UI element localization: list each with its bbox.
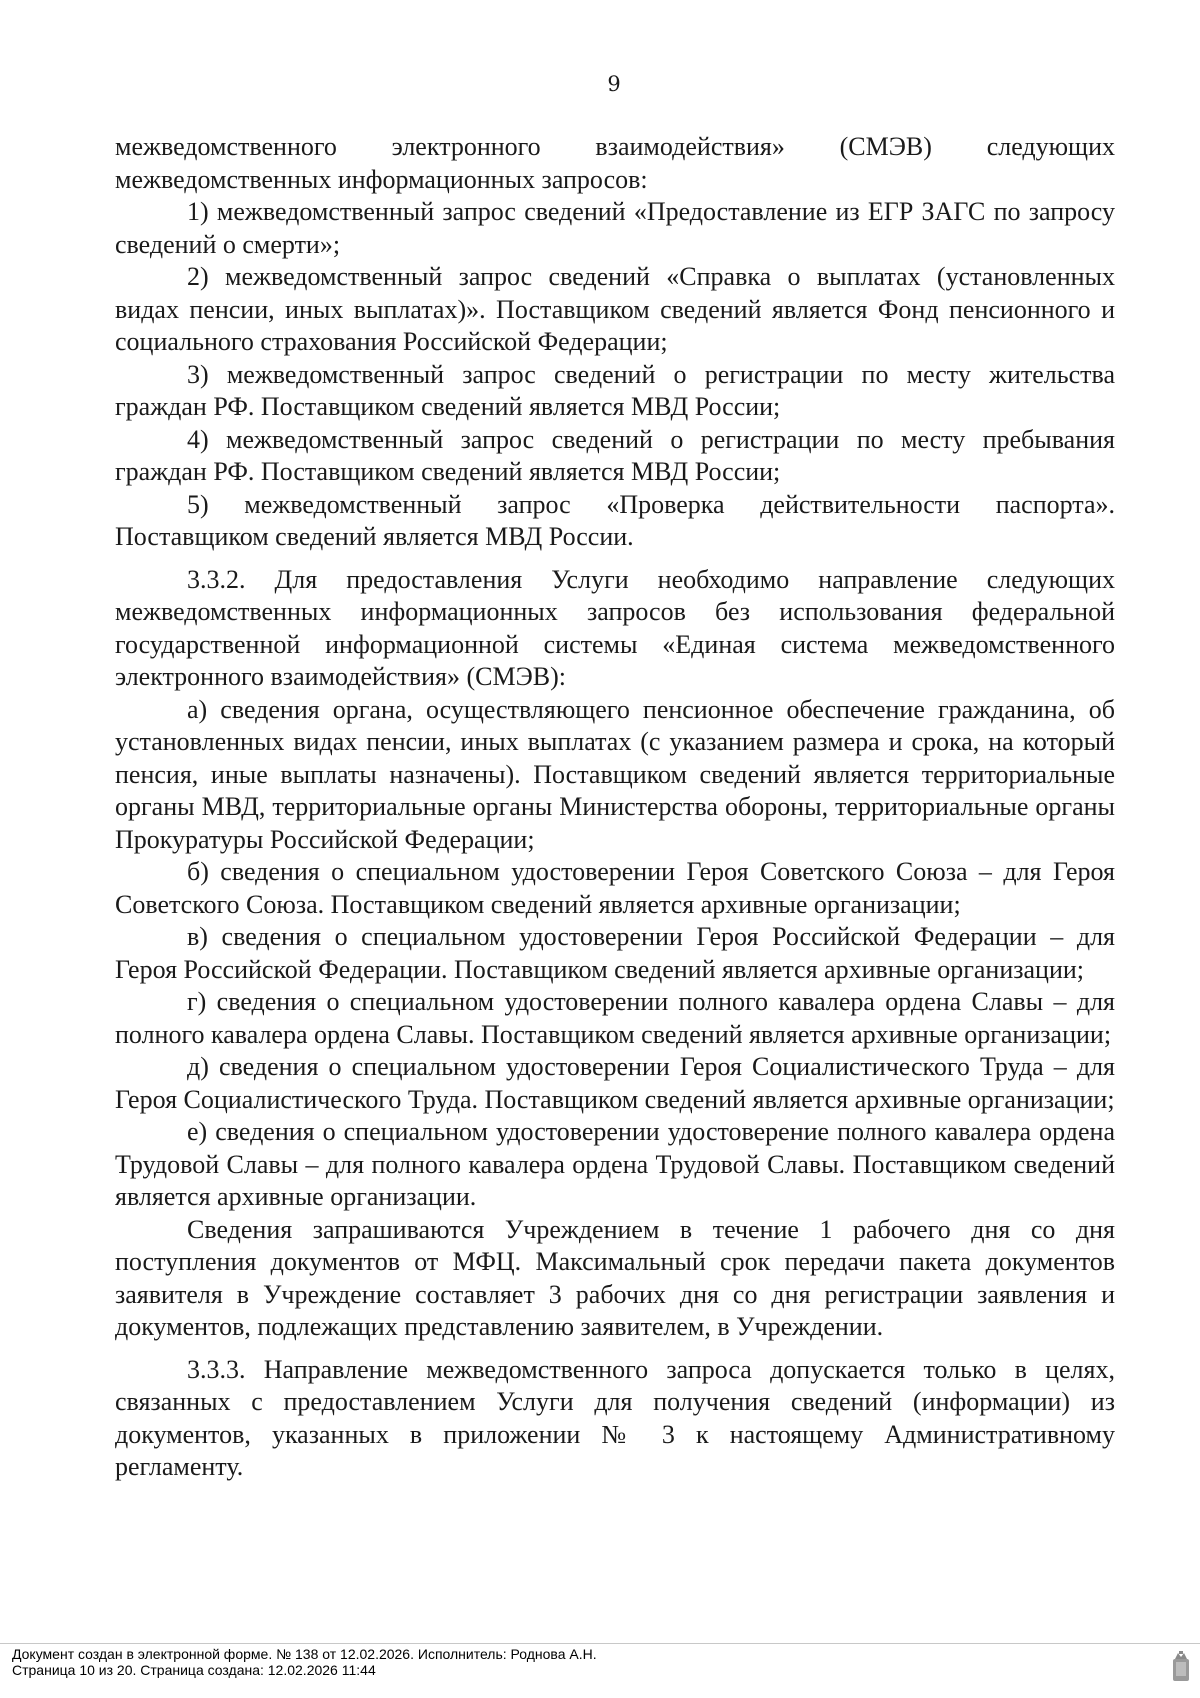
footer-divider [0, 1643, 1200, 1644]
list-item-4: 4) межведомственный запрос сведений о регистрации по месту пребывания граждан РФ. Поставщиком сведений является МВД России; [115, 424, 1115, 486]
document-body [115, 131, 1115, 1484]
list-item-v: в) сведения о специальном удостоверении Героя Российской Федерации – для Героя Российской Федерации. Поставщиком сведений является архивные организации; [115, 922, 1115, 984]
footer-line-page: Страница 10 из 20. Страница создана: 12.02.2026 11:44 [12, 1662, 376, 1678]
coat-of-arms-icon [1170, 1650, 1192, 1684]
page-number: 9 [607, 72, 621, 96]
list-item-g: г) сведения о специальном удостоверении полного кавалера ордена Славы – для полного кавалера ордена Славы. Поставщиком сведений является архивные организации; [115, 987, 1115, 1049]
footer-line-document: Документ создан в электронной форме. № 138 от 12.02.2026. Исполнитель: Роднова А.Н. [12, 1646, 597, 1662]
list-item-5: 5) межведомственный запрос «Проверка действительности паспорта». Поставщиком сведений является МВД России. [115, 489, 1115, 551]
list-item-3: 3) межведомственный запрос сведений о регистрации по месту жительства граждан РФ. Поставщиком сведений является МВД России; [115, 359, 1115, 421]
paragraph-continuation: межведомственного электронного взаимодействия» (СМЭВ) следующих межведомственных информационных запросов: [115, 132, 1115, 194]
list-item-1: 1) межведомственный запрос сведений «Предоставление из ЕГР ЗАГС по запросу сведений о смерти»; [115, 197, 1115, 259]
list-item-e: е) сведения о специальном удостоверении удостоверение полного кавалера ордена Трудовой Славы – для полного кавалера ордена Трудовой Славы. Поставщиком сведений является архивные организации. [115, 1117, 1115, 1211]
list-item-2: 2) межведомственный запрос сведений «Справка о выплатах (установленных видах пенсии, иных выплатах)». Поставщиком сведений является Фонд пенсионного и социального страхования Российской Федерации; [115, 262, 1115, 356]
section-3-3-2: 3.3.2. Для предоставления Услуги необходимо направление следующих межведомственных информационных запросов без использования федеральной государственной информационной системы «Единая система межведомственного электронного взаимодействия» (СМЭВ): [115, 564, 1115, 691]
section-3-3-3: 3.3.3. Направление межведомственного запроса допускается только в целях, связанных с предоставлением Услуги для получения сведений (информации) из документов, указанных в приложении № 3 к настоящему Административному регламенту. [115, 1354, 1115, 1481]
list-item-a: а) сведения органа, осуществляющего пенсионное обеспечение гражданина, об установленных видах пенсии, иных выплатах (с указанием размера и срока, на который пенсия, иные выплаты назначены). Поставщиком сведений является территориальные органы МВД, территориальные органы Министерства обороны, территориальные органы Прокуратуры Российской Федерации; [115, 694, 1115, 854]
footer [12, 1646, 597, 1678]
list-item-d: д) сведения о специальном удостоверении Героя Социалистического Труда – для Героя Социалистического Труда. Поставщиком сведений является архивные организации; [115, 1052, 1115, 1114]
paragraph-request-deadline: Сведения запрашиваются Учреждением в течение 1 рабочего дня со дня поступления документов от МФЦ. Максимальный срок передачи пакета документов заявителя в Учреждение составляет 3 рабочих дня со дня регистрации заявления и документов, подлежащих представлению заявителем, в Учреждении. [115, 1214, 1115, 1341]
list-item-b: б) сведения о специальном удостоверении Героя Советского Союза – для Героя Советского Союза. Поставщиком сведений является архивные организации; [115, 857, 1115, 919]
